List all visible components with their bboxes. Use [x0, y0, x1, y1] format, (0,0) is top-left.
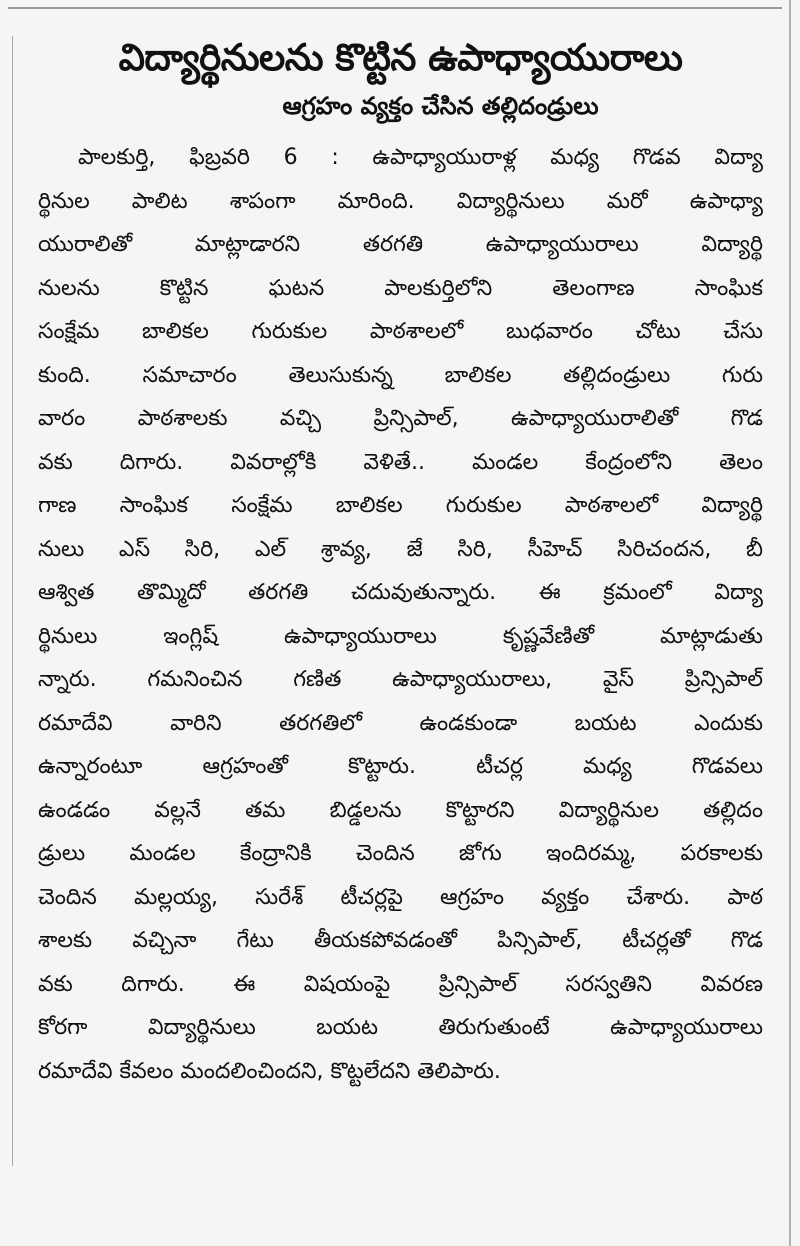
body-line: ర్థినులు ఇంగ్లిష్ ఉపాధ్యాయురాలు కృష్ణవేణితో మాట్లాడుతు [38, 623, 763, 649]
body-line: నులను కొట్టిన ఘటన పాలకుర్తిలోని తెలంగాణ సాంఘిక [38, 275, 763, 301]
article-subheadline: ఆగ్రహం వ్యక్తం చేసిన తల్లిదండ్రులు [282, 92, 599, 120]
body-line: వకు దిగారు. ఈ విషయంపై ప్రిన్సిపాల్ సరస్వతిని వివరణ [38, 971, 763, 997]
body-line: శాలకు వచ్చినా గేటు తీయకపోవడంతో పిన్సిపాల్, టీచర్లతో గొడ [38, 928, 763, 953]
body-line: రమాదేవి వారిని తరగతిలో ఉండకుండా బయట ఎందుకు [38, 710, 763, 736]
body-line: వారం పాఠశాలకు వచ్చి ప్రిన్సిపాల్, ఉపాధ్యాయురాలితో గొడ [38, 406, 763, 431]
body-line: గాణ సాంఘిక సంక్షేమ బాలికల గురుకుల పాఠశాలలో విద్యార్థి [38, 493, 763, 518]
article-headline: విద్యార్థినులను కొట్టిన ఉపాధ్యాయురాలు [118, 36, 683, 79]
body-line: యురాలితో మాట్లాడారని తరగతి ఉపాధ్యాయురాలు విద్యార్థి [38, 232, 763, 257]
body-line: కుంది. సమాచారం తెలుసుకున్న బాలికల తల్లిదండ్రులు గురు [38, 362, 763, 388]
left-column-rule [12, 36, 13, 1166]
body-line: పాలకుర్తి, ఫిబ్రవరి 6 : ఉపాధ్యాయురాళ్ల మధ్య గొడవ విద్యా [78, 145, 763, 170]
body-line: ఉండడం వల్లనే తమ బిడ్డలను కొట్టారని విద్యార్థినుల తల్లిదం [38, 797, 763, 823]
body-line: ఉన్నారంటూ ఆగ్రహంతో కొట్టారు. టీచర్ల మధ్య గొడవలు [38, 754, 763, 779]
body-line: ర్థినుల పాలిట శాపంగా మారింది. విద్యార్థినులు మరో ఉపాధ్యా [38, 188, 763, 214]
news-article [38, 30, 763, 1200]
body-line: వకు దిగారు. వివరాల్లోకి వెళితే.. మండల కేంద్రంలోని తెలం [38, 449, 763, 475]
body-line: నులు ఎస్ సిరి, ఎల్ శ్రావ్య, జే సిరి, సీహెచ్ సిరిచందన, బీ [38, 536, 763, 562]
body-line: రమాదేవి కేవలం మందలించిందని, కొట్టలేదని తెలిపారు. [38, 1058, 501, 1084]
body-line: ఆశ్విత తొమ్మిదో తరగతి చదువుతున్నారు. ఈ క్రమంలో విద్యా [38, 580, 763, 605]
body-line: కోరగా విద్యార్థినులు బయట తిరుగుతుంటే ఉపాధ్యాయురాలు [38, 1015, 763, 1040]
body-line: డ్రులు మండల కేంద్రానికి చెందిన జోగు ఇందిరమ్మ, పరకాలకు [38, 841, 763, 866]
body-line: చెందిన మల్లయ్య, సురేశ్ టీచర్లపై ఆగ్రహం వ్యక్తం చేశారు. పాఠ [38, 884, 763, 910]
body-line: సంక్షేమ బాలికల గురుకుల పాఠశాలలో బుధవారం చోటు చేసు [38, 319, 763, 344]
article-body [38, 136, 763, 1093]
top-column-rule [8, 0, 782, 9]
body-line: న్నారు. గమనించిన గణిత ఉపాధ్యాయురాలు, వైస్ ప్రిన్సిపాల్ [38, 667, 763, 692]
right-column-rule [789, 0, 791, 1246]
